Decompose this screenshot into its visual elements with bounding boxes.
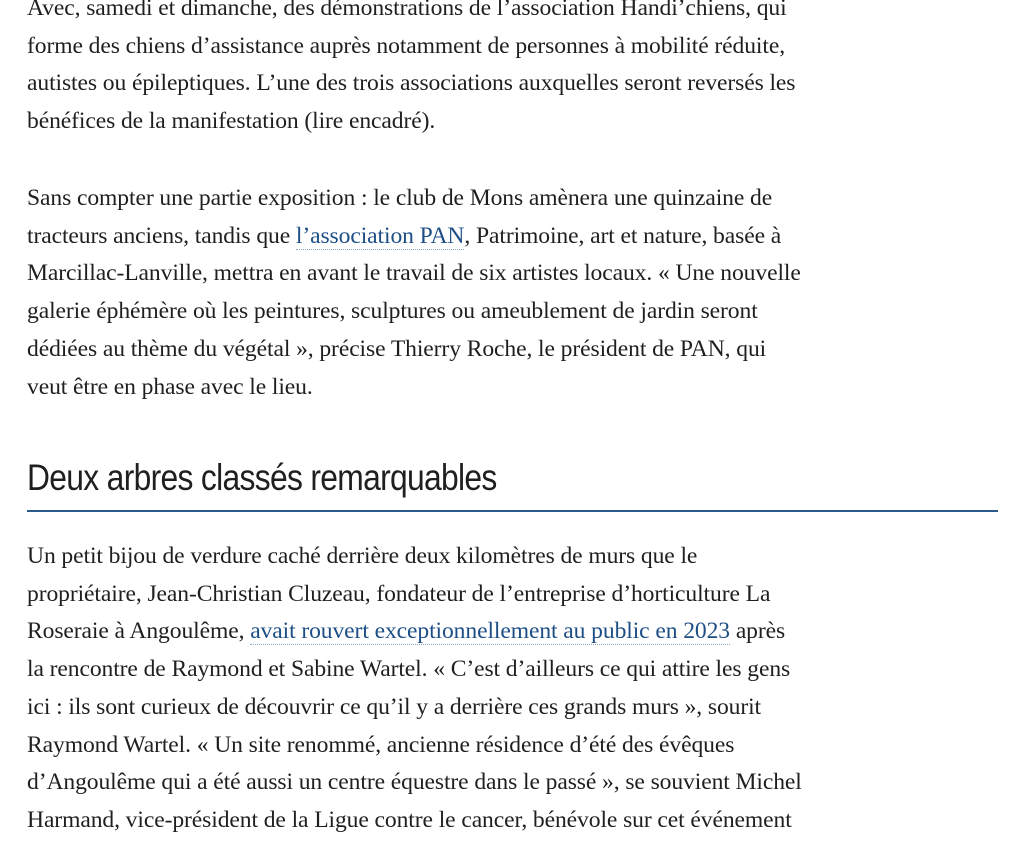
article-paragraph-1 bbox=[27, 0, 1002, 141]
paragraph-line bbox=[27, 218, 1002, 256]
paragraph-line: Un petit bijou de verdure caché derrière deux kilomètres de murs que le bbox=[27, 543, 698, 569]
paragraph-line: Marcillac-Lanville, mettra en avant le travail de six artistes locaux. « Une nouvelle bbox=[27, 260, 801, 287]
paragraph-line: bénéfices de la manifestation (lire encadré). bbox=[27, 108, 436, 135]
paragraph-line: ici : ils sont curieux de découvrir ce qu’il y a derrière ces grands murs », sourit bbox=[27, 693, 762, 720]
association-pan-link[interactable]: l’association PAN bbox=[295, 222, 465, 249]
paragraph-line bbox=[27, 613, 1002, 651]
article-paragraph-3 bbox=[27, 538, 1002, 840]
paragraph-text: tracteurs anciens, tandis que bbox=[27, 222, 296, 249]
paragraph-line: Harmand, vice-président de la Ligue contre le cancer, bénévole sur cet événement bbox=[27, 806, 792, 833]
paragraph-line: galerie éphémère où les peintures, sculptures ou ameublement de jardin seront bbox=[27, 298, 758, 325]
paragraph-line: Raymond Wartel. « Un site renommé, ancienne résidence d’été des évêques bbox=[27, 731, 735, 758]
paragraph-line: la rencontre de Raymond et Sabine Wartel. « C’est d’ailleurs ce qui attire les gens bbox=[27, 656, 791, 683]
paragraph-line: dédiées au thème du végétal », précise Thierry Roche, le président de PAN, qui bbox=[27, 335, 767, 362]
paragraph-text: , Patrimoine, art et nature, basée à bbox=[464, 222, 782, 249]
paragraph-line: propriétaire, Jean-Christian Cluzeau, fondateur de l’entreprise d’horticulture La bbox=[27, 580, 771, 607]
article-paragraph-2 bbox=[27, 180, 1002, 406]
paragraph-line: veut être en phase avec le lieu. bbox=[27, 373, 313, 400]
heading-divider bbox=[27, 510, 998, 512]
paragraph-line: autistes ou épileptiques. L’une des trois associations auxquelles seront reversés les bbox=[27, 70, 796, 97]
paragraph-line: Avec, samedi et dimanche, des démonstrations de l’association Handi’chiens, qui bbox=[27, 0, 787, 21]
reopened-2023-link[interactable]: avait rouvert exceptionnellement au public en 2023 bbox=[250, 618, 731, 645]
paragraph-text: après bbox=[730, 618, 786, 645]
paragraph-line: d’Angoulême qui a été aussi un centre équestre dans le passé », se souvient Michel bbox=[27, 769, 802, 796]
paragraph-line: Sans compter une partie exposition : le club de Mons amènera une quinzaine de bbox=[27, 185, 773, 211]
paragraph-line: forme des chiens d’assistance auprès notamment de personnes à mobilité réduite, bbox=[27, 32, 785, 59]
paragraph-text: Roseraie à Angoulême, bbox=[27, 618, 251, 645]
section-heading: Deux arbres classés remarquables bbox=[27, 457, 497, 498]
